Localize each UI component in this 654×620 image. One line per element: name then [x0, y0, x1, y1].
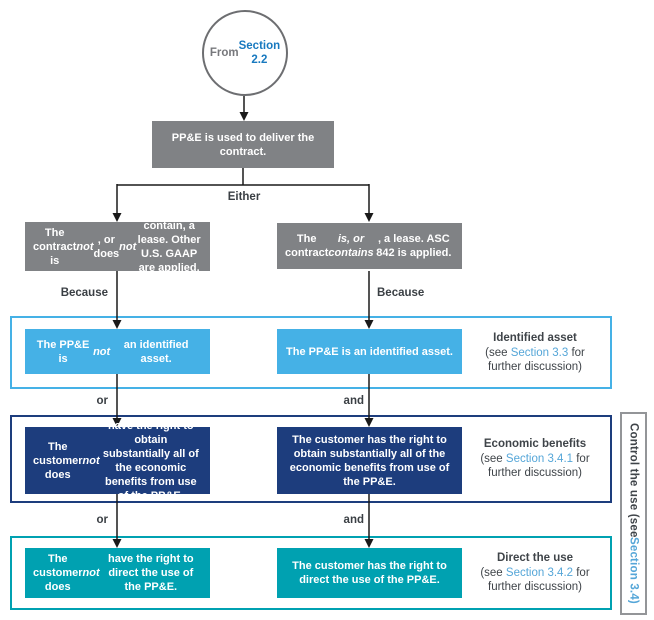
- section-link[interactable]: Section 3.4): [627, 537, 640, 605]
- side-label-body: [468, 452, 602, 481]
- box-no-direct-use: [25, 548, 210, 598]
- text-run: The PP&E is an identified asset.: [286, 345, 453, 358]
- text-run: The customer does: [33, 553, 83, 593]
- text-run: not: [119, 240, 137, 253]
- box-ppe-used: [152, 121, 334, 168]
- text-run: , a lease. ASC 842 is applied.: [376, 233, 452, 259]
- text-run: for further discussion): [488, 346, 585, 373]
- section-link[interactable]: Section 3.3: [510, 346, 569, 359]
- text-run: have the right to obtain substantially all of the economic benefits from use of the PP&E.: [102, 419, 199, 502]
- text-run: (see: [485, 346, 511, 359]
- section-link[interactable]: Section 2.2: [238, 40, 281, 66]
- box-contract-not-lease: [25, 219, 210, 274]
- label-and-2: and: [316, 513, 364, 527]
- text-run: (see: [480, 566, 506, 579]
- label-because-right: Because: [377, 286, 457, 300]
- label-either: Either: [214, 190, 274, 204]
- sidebar-control-the-use: [620, 412, 647, 615]
- text-run: , or does: [93, 233, 120, 260]
- text-run: PP&E is used to deliver the contract.: [171, 131, 315, 158]
- text-run: The customer has the right to obtain substantially all of the economic benefits from use of the PP&E.: [289, 433, 450, 488]
- text-run: not: [82, 454, 100, 467]
- text-run: The customer has the right to direct the use of the PP&E.: [292, 560, 447, 586]
- text-run: contain, a lease. Other U.S. GAAP are applied.: [137, 219, 201, 274]
- section-link[interactable]: Section 3.4.1: [505, 452, 574, 465]
- label-because-left: Because: [40, 286, 108, 300]
- box-identified-asset: [277, 329, 462, 374]
- text-run: an identified asset.: [123, 338, 189, 365]
- text-run: not: [82, 567, 100, 579]
- box-contract-lease: [277, 223, 462, 269]
- text-run: is, or contains: [328, 233, 374, 259]
- box-economic-benefits: [277, 427, 462, 494]
- side-label-body: [468, 566, 602, 595]
- text-run: have the right to direct the use of the PP&E.: [108, 553, 194, 593]
- box-no-economic-benefits: [25, 419, 210, 502]
- text-run: The customer does: [33, 440, 83, 481]
- side-label-identified-asset: [468, 331, 602, 375]
- text-run: The contract is: [33, 226, 77, 267]
- text-run: for further discussion): [488, 566, 590, 593]
- box-direct-use: [277, 548, 462, 598]
- side-label-economic-benefits: [468, 437, 602, 481]
- label-and-1: and: [316, 394, 364, 408]
- label-or-2: or: [60, 513, 108, 527]
- text-run: not: [76, 240, 94, 253]
- label-or-1: or: [60, 394, 108, 408]
- text-run: Control the use (see: [627, 422, 640, 538]
- text-run: not: [93, 345, 111, 358]
- text-run: (see: [480, 452, 506, 465]
- box-not-identified-asset: [25, 329, 210, 374]
- section-link[interactable]: Section 3.4.2: [505, 566, 574, 579]
- text-run: The PP&E is: [36, 338, 90, 365]
- text-run: From: [209, 47, 239, 59]
- start-circle: [202, 10, 288, 96]
- side-label-title: Direct the use: [496, 552, 574, 564]
- side-label-title: Economic benefits: [483, 438, 587, 450]
- text-run: The contract: [285, 233, 329, 259]
- side-label-body: [468, 346, 602, 375]
- side-label-title: Identified asset: [493, 332, 577, 344]
- side-label-direct-the-use: [468, 551, 602, 595]
- text-run: for further discussion): [488, 452, 590, 479]
